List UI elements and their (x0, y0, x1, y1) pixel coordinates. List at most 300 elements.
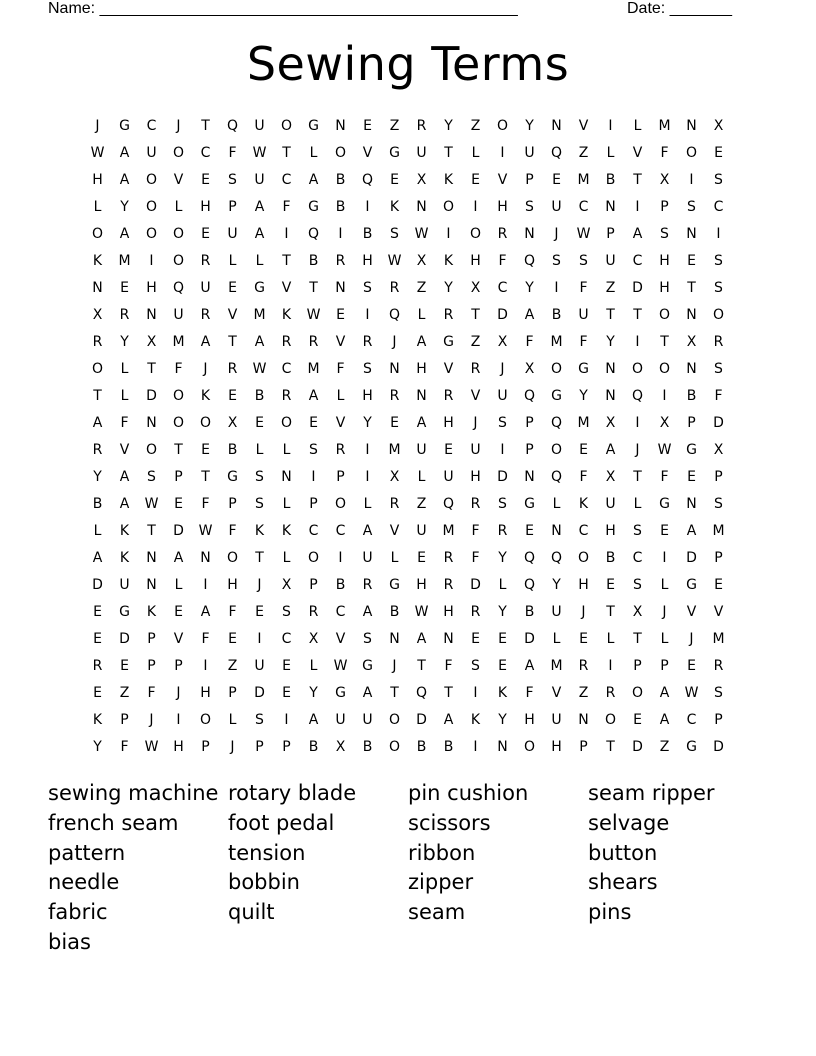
grid-letter: I (716, 226, 721, 242)
grid-letter: X (389, 469, 400, 485)
grid-letter: R (200, 253, 211, 269)
grid-letter: N (146, 577, 157, 593)
grid-letter: L (552, 631, 561, 647)
grid-letter: X (659, 415, 670, 431)
grid-letter: R (443, 577, 454, 593)
grid-letter: C (335, 523, 346, 539)
grid-letter: K (470, 712, 481, 728)
grid-letter: S (363, 361, 372, 377)
grid-letter: V (362, 145, 373, 161)
grid-letter: K (281, 307, 292, 323)
grid-letter: A (92, 415, 103, 431)
grid-letter: Q (523, 550, 536, 566)
grid-letter: Q (442, 496, 455, 512)
grid-letter: X (470, 280, 481, 296)
grid-letter: E (120, 658, 129, 674)
grid-letter: U (416, 145, 427, 161)
grid-letter: P (660, 658, 669, 674)
grid-letter: Z (659, 739, 670, 755)
grid-letter: J (581, 604, 586, 620)
grid-letter: Z (470, 118, 481, 134)
grid-letter: R (281, 334, 292, 350)
grid-letter: Y (309, 685, 318, 701)
grid-letter: R (389, 388, 400, 404)
grid-letter: F (498, 253, 507, 269)
grid-letter: A (119, 145, 130, 161)
grid-letter: I (149, 253, 154, 269)
grid-letter: K (281, 523, 292, 539)
grid-letter: Y (498, 604, 507, 620)
grid-letter: I (473, 685, 478, 701)
grid-letter: L (606, 145, 615, 161)
grid-letter: N (605, 388, 616, 404)
grid-letter: G (686, 442, 697, 458)
grid-letter: V (713, 604, 724, 620)
grid-letter: E (228, 631, 237, 647)
grid-letter: J (554, 226, 559, 242)
grid-letter: N (497, 739, 508, 755)
grid-letter: Z (227, 658, 238, 674)
grid-letter: O (172, 226, 185, 242)
grid-letter: E (687, 658, 696, 674)
grid-letter: I (608, 658, 613, 674)
grid-letter: O (334, 145, 347, 161)
grid-letter: C (281, 631, 292, 647)
word-bank-item: needle (48, 870, 120, 895)
grid-letter: R (497, 523, 508, 539)
grid-letter: J (689, 631, 694, 647)
grid-letter: H (227, 577, 238, 593)
grid-letter: C (578, 199, 589, 215)
grid-letter: V (470, 388, 481, 404)
grid-letter: V (389, 523, 400, 539)
grid-letter: S (714, 685, 723, 701)
word-bank-item: seam (408, 900, 466, 925)
grid-letter: Y (498, 712, 507, 728)
grid-letter: H (200, 685, 211, 701)
grid-letter: R (362, 334, 373, 350)
grid-letter: K (497, 685, 508, 701)
grid-letter: L (93, 523, 102, 539)
word-bank-item: tension (228, 840, 306, 865)
grid-letter: A (443, 712, 454, 728)
grid-letter: J (176, 118, 181, 134)
grid-letter: V (173, 172, 184, 188)
grid-letter: G (389, 577, 400, 593)
grid-letter: W (144, 739, 159, 755)
grid-letter: S (525, 199, 534, 215)
grid-letter: A (254, 334, 265, 350)
grid-letter: S (714, 361, 723, 377)
grid-letter: O (145, 172, 158, 188)
grid-letter: I (635, 334, 640, 350)
grid-letter: V (335, 631, 346, 647)
grid-letter: W (414, 604, 429, 620)
grid-letter: R (470, 604, 481, 620)
grid-letter: N (389, 631, 400, 647)
grid-letter: L (120, 388, 129, 404)
grid-letter: O (577, 550, 590, 566)
grid-letter: P (660, 199, 669, 215)
grid-letter: V (578, 118, 589, 134)
grid-letter: P (228, 685, 237, 701)
grid-letter: A (362, 604, 373, 620)
word-bank-item: bobbin (228, 870, 300, 895)
grid-letter: R (605, 685, 616, 701)
grid-letter: A (659, 685, 670, 701)
grid-letter: B (308, 253, 319, 269)
grid-letter: G (227, 469, 238, 485)
grid-letter: E (282, 685, 291, 701)
grid-letter: U (146, 145, 157, 161)
grid-letter: J (392, 334, 397, 350)
grid-letter: V (335, 334, 346, 350)
grid-letter: U (551, 199, 562, 215)
grid-letter: S (363, 631, 372, 647)
grid-letter: T (147, 361, 156, 377)
grid-letter: C (146, 118, 157, 134)
grid-letter: V (443, 361, 454, 377)
word-bank (48, 779, 768, 958)
grid-letter: U (524, 145, 535, 161)
grid-letter: C (335, 604, 346, 620)
grid-letter: H (92, 172, 103, 188)
grid-letter: X (659, 172, 670, 188)
grid-letter: H (443, 415, 454, 431)
grid-letter: O (172, 415, 185, 431)
grid-letter: M (712, 631, 725, 647)
grid-letter: P (174, 658, 183, 674)
grid-letter: Z (416, 280, 427, 296)
grid-letter: J (203, 361, 208, 377)
grid-letter: P (147, 658, 156, 674)
grid-letter: S (633, 577, 642, 593)
grid-letter: P (714, 550, 723, 566)
grid-letter: N (524, 226, 535, 242)
grid-letter: J (257, 577, 262, 593)
grid-letter: H (524, 712, 535, 728)
grid-letter: M (253, 307, 266, 323)
word-bank-item: fabric (48, 900, 108, 925)
grid-letter: H (416, 577, 427, 593)
grid-letter: N (524, 469, 535, 485)
grid-letter: B (605, 550, 616, 566)
grid-letter: L (120, 361, 129, 377)
word-bank-item: pattern (48, 840, 126, 865)
grid-letter: E (201, 172, 210, 188)
grid-letter: W (576, 226, 591, 242)
grid-letter: U (443, 469, 454, 485)
grid-letter: A (416, 415, 427, 431)
grid-letter: G (443, 334, 454, 350)
grid-letter: C (200, 145, 211, 161)
grid-letter: P (714, 712, 723, 728)
grid-letter: B (362, 739, 373, 755)
grid-letter: E (687, 253, 696, 269)
grid-letter: H (659, 253, 670, 269)
grid-letter: A (416, 631, 427, 647)
grid-letter: U (254, 172, 265, 188)
grid-letter: F (579, 280, 588, 296)
grid-letter: J (662, 604, 667, 620)
grid-letter: K (578, 496, 589, 512)
date-field-label: Date: _______ (627, 0, 732, 17)
grid-letter: E (228, 280, 237, 296)
grid-letter: X (713, 118, 724, 134)
grid-letter: L (282, 496, 291, 512)
grid-letter: L (282, 550, 291, 566)
grid-letter: M (118, 253, 131, 269)
grid-letter: E (687, 469, 696, 485)
grid-letter: R (92, 658, 103, 674)
grid-letter: L (471, 145, 480, 161)
grid-letter: V (632, 145, 643, 161)
grid-letter: L (93, 199, 102, 215)
grid-letter: Q (550, 145, 563, 161)
grid-letter: R (443, 550, 454, 566)
grid-letter: E (201, 226, 210, 242)
grid-letter: I (365, 469, 370, 485)
grid-letter: W (90, 145, 105, 161)
grid-letter: Y (525, 118, 534, 134)
grid-letter: X (146, 334, 157, 350)
grid-letter: P (336, 469, 345, 485)
grid-letter: N (686, 496, 697, 512)
grid-letter: W (684, 685, 699, 701)
grid-letter: B (227, 442, 238, 458)
grid-letter: T (471, 307, 480, 323)
grid-letter: F (228, 604, 237, 620)
grid-letter: D (173, 523, 184, 539)
grid-letter: P (525, 172, 534, 188)
grid-letter: D (524, 631, 535, 647)
grid-letter: N (686, 361, 697, 377)
grid-letter: B (254, 388, 265, 404)
grid-letter: D (470, 577, 481, 593)
grid-letter: P (201, 739, 210, 755)
grid-letter: O (145, 226, 158, 242)
grid-letter: S (552, 253, 561, 269)
grid-letter: C (713, 199, 724, 215)
grid-letter: K (254, 523, 265, 539)
grid-letter: M (658, 118, 671, 134)
grid-letter: N (200, 550, 211, 566)
grid-letter: M (577, 172, 590, 188)
grid-letter: W (306, 307, 321, 323)
grid-letter: O (496, 118, 509, 134)
grid-letter: W (252, 361, 267, 377)
grid-letter: G (335, 685, 346, 701)
grid-letter: J (230, 739, 235, 755)
grid-letter: I (446, 226, 451, 242)
grid-letter: U (605, 253, 616, 269)
grid-letter: S (228, 172, 237, 188)
grid-letter: D (497, 307, 508, 323)
grid-letter: N (146, 307, 157, 323)
grid-letter: D (632, 739, 643, 755)
grid-letter: L (633, 496, 642, 512)
grid-letter: Y (120, 334, 129, 350)
grid-letter: S (498, 415, 507, 431)
grid-letter: N (686, 118, 697, 134)
grid-letter: L (282, 442, 291, 458)
grid-letter: S (255, 712, 264, 728)
grid-letter: Z (119, 685, 130, 701)
grid-letter: F (471, 523, 480, 539)
grid-letter: K (389, 199, 400, 215)
grid-letter: S (714, 280, 723, 296)
grid-letter: M (442, 523, 455, 539)
grid-letter: F (201, 631, 210, 647)
grid-letter: T (633, 469, 642, 485)
grid-letter: E (444, 442, 453, 458)
grid-letter: G (254, 280, 265, 296)
grid-letter: S (579, 253, 588, 269)
grid-letter: N (443, 631, 454, 647)
grid-letter: K (200, 388, 211, 404)
grid-letter: G (659, 496, 670, 512)
word-bank-item: selvage (588, 810, 670, 835)
grid-letter: R (308, 334, 319, 350)
grid-letter: L (660, 577, 669, 593)
grid-letter: S (714, 496, 723, 512)
grid-letter: O (469, 226, 482, 242)
grid-letter: P (228, 199, 237, 215)
grid-letter: V (335, 415, 346, 431)
grid-letter: D (254, 685, 265, 701)
grid-letter: F (579, 334, 588, 350)
grid-letter: K (92, 253, 103, 269)
grid-letter: A (416, 334, 427, 350)
grid-letter: R (443, 307, 454, 323)
grid-letter: H (416, 361, 427, 377)
grid-letter: T (147, 523, 156, 539)
grid-letter: U (254, 118, 265, 134)
grid-letter: I (689, 172, 694, 188)
grid-letter: Z (578, 685, 589, 701)
grid-letter: T (201, 469, 210, 485)
grid-letter: M (712, 523, 725, 539)
grid-letter: I (284, 226, 289, 242)
grid-letter: A (254, 226, 265, 242)
grid-letter: Q (523, 577, 536, 593)
grid-letter: I (635, 415, 640, 431)
grid-letter: O (172, 253, 185, 269)
grid-letter: E (201, 442, 210, 458)
name-field-label: Name: _______________________________________________ (48, 0, 518, 17)
grid-letter: T (633, 631, 642, 647)
grid-letter: G (686, 739, 697, 755)
grid-letter: B (389, 604, 400, 620)
grid-letter: F (336, 361, 345, 377)
grid-letter: O (550, 442, 563, 458)
grid-letter: I (473, 199, 478, 215)
grid-letter: G (524, 496, 535, 512)
grid-letter: S (390, 226, 399, 242)
grid-letter: B (92, 496, 103, 512)
grid-letter: X (497, 334, 508, 350)
grid-letter: C (308, 523, 319, 539)
grid-letter: E (579, 442, 588, 458)
grid-letter: U (497, 388, 508, 404)
grid-letter: C (578, 523, 589, 539)
grid-letter: E (255, 604, 264, 620)
grid-letter: Q (307, 226, 320, 242)
grid-letter: I (500, 145, 505, 161)
grid-letter: T (282, 145, 291, 161)
grid-letter: I (176, 712, 181, 728)
grid-letter: R (416, 118, 427, 134)
grid-letter: X (416, 253, 427, 269)
grid-letter: E (714, 577, 723, 593)
grid-letter: P (255, 739, 264, 755)
grid-letter: O (145, 199, 158, 215)
grid-letter: N (605, 361, 616, 377)
grid-letter: F (444, 658, 453, 674)
grid-letter: Y (120, 199, 129, 215)
grid-letter: O (334, 496, 347, 512)
grid-letter: O (172, 388, 185, 404)
grid-letter: G (551, 388, 562, 404)
grid-letter: T (282, 253, 291, 269)
grid-letter: E (660, 523, 669, 539)
grid-letter: A (119, 469, 130, 485)
grid-letter: T (660, 334, 669, 350)
word-bank-item: button (588, 840, 658, 865)
grid-letter: X (335, 739, 346, 755)
grid-letter: K (443, 172, 454, 188)
grid-letter: H (497, 199, 508, 215)
grid-letter: R (335, 253, 346, 269)
grid-letter: L (228, 712, 237, 728)
grid-letter: U (551, 604, 562, 620)
grid-letter: G (389, 145, 400, 161)
grid-letter: N (551, 523, 562, 539)
grid-letter: Q (631, 388, 644, 404)
grid-letter: G (686, 577, 697, 593)
grid-letter: G (308, 199, 319, 215)
grid-letter: R (389, 280, 400, 296)
grid-letter: U (362, 550, 373, 566)
grid-letter: T (255, 550, 264, 566)
grid-letter: G (119, 118, 130, 134)
grid-letter: X (605, 469, 616, 485)
grid-letter: Q (415, 685, 428, 701)
grid-letter: J (95, 118, 100, 134)
grid-letter: P (147, 631, 156, 647)
grid-letter: O (604, 712, 617, 728)
grid-letter: F (579, 469, 588, 485)
grid-letter: P (579, 739, 588, 755)
grid-letter: I (554, 280, 559, 296)
grid-letter: R (578, 658, 589, 674)
grid-letter: O (550, 361, 563, 377)
grid-letter: A (200, 334, 211, 350)
word-bank-item: shears (588, 870, 658, 895)
grid-letter: P (228, 496, 237, 512)
grid-letter: K (119, 550, 130, 566)
grid-letter: P (309, 577, 318, 593)
grid-letter: E (417, 550, 426, 566)
grid-letter: I (608, 118, 613, 134)
grid-letter: D (632, 280, 643, 296)
grid-letter: P (714, 469, 723, 485)
grid-letter: I (365, 442, 370, 458)
grid-letter: H (551, 739, 562, 755)
grid-letter: N (281, 469, 292, 485)
grid-letter: N (389, 361, 400, 377)
grid-letter: E (228, 388, 237, 404)
